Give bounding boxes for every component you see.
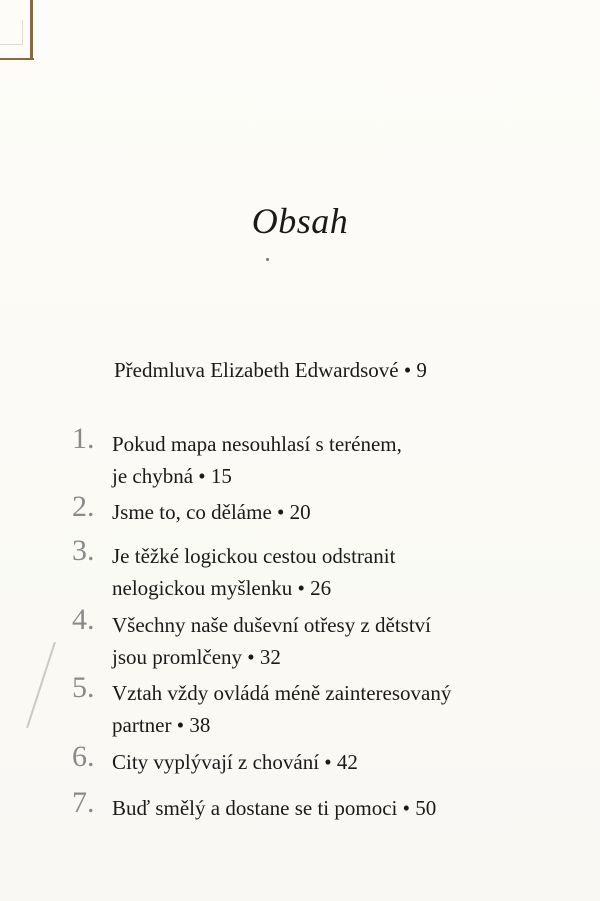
chapter-title (112, 609, 552, 673)
chapter-title-line-1: Jsme to, co děláme • 20 (112, 500, 311, 524)
page-title: Obsah (251, 201, 349, 241)
chapter-title (112, 496, 552, 528)
chapter-title (112, 677, 552, 741)
chapter-number: 2. (72, 490, 95, 523)
chapter-number: 5. (72, 671, 95, 704)
chapter-number: 3. (72, 534, 95, 567)
chapter-title-line-2: jsou promlčeny • 32 (112, 645, 281, 669)
page-edge-mark (30, 0, 33, 60)
chapter-title (112, 792, 552, 824)
ink-dot (266, 258, 269, 261)
page-edge-mark-horizontal (0, 58, 34, 60)
corner-mark (0, 20, 23, 45)
toc-preface: Předmluva Elizabeth Edwardsové • 9 (114, 358, 427, 382)
chapter-title-line-1: Všechny naše duševní otřesy z dětství (112, 613, 432, 637)
chapter-title-line-1: Pokud mapa nesouhlasí s terénem, (112, 432, 402, 456)
chapter-title-line-1: Buď smělý a dostane se ti pomoci • 50 (112, 796, 437, 820)
chapter-title-line-1: Vztah vždy ovládá méně zainteresovaný (112, 681, 452, 705)
chapter-number: 1. (72, 422, 95, 455)
chapter-number: 4. (72, 603, 95, 636)
chapter-title-line-2: je chybná • 15 (112, 464, 232, 488)
chapter-title (112, 540, 552, 604)
chapter-title (112, 428, 552, 492)
chapter-title-line-1: Je těžké logickou cestou odstranit (112, 544, 396, 568)
chapter-title-line-2: nelogickou myšlenku • 26 (112, 576, 332, 600)
chapter-number: 6. (72, 740, 95, 773)
chapter-number: 7. (72, 786, 95, 819)
chapter-title (112, 746, 552, 778)
stray-mark (26, 642, 56, 728)
chapter-title-line-2: partner • 38 (112, 713, 211, 737)
chapter-title-line-1: City vyplývají z chování • 42 (112, 750, 358, 774)
